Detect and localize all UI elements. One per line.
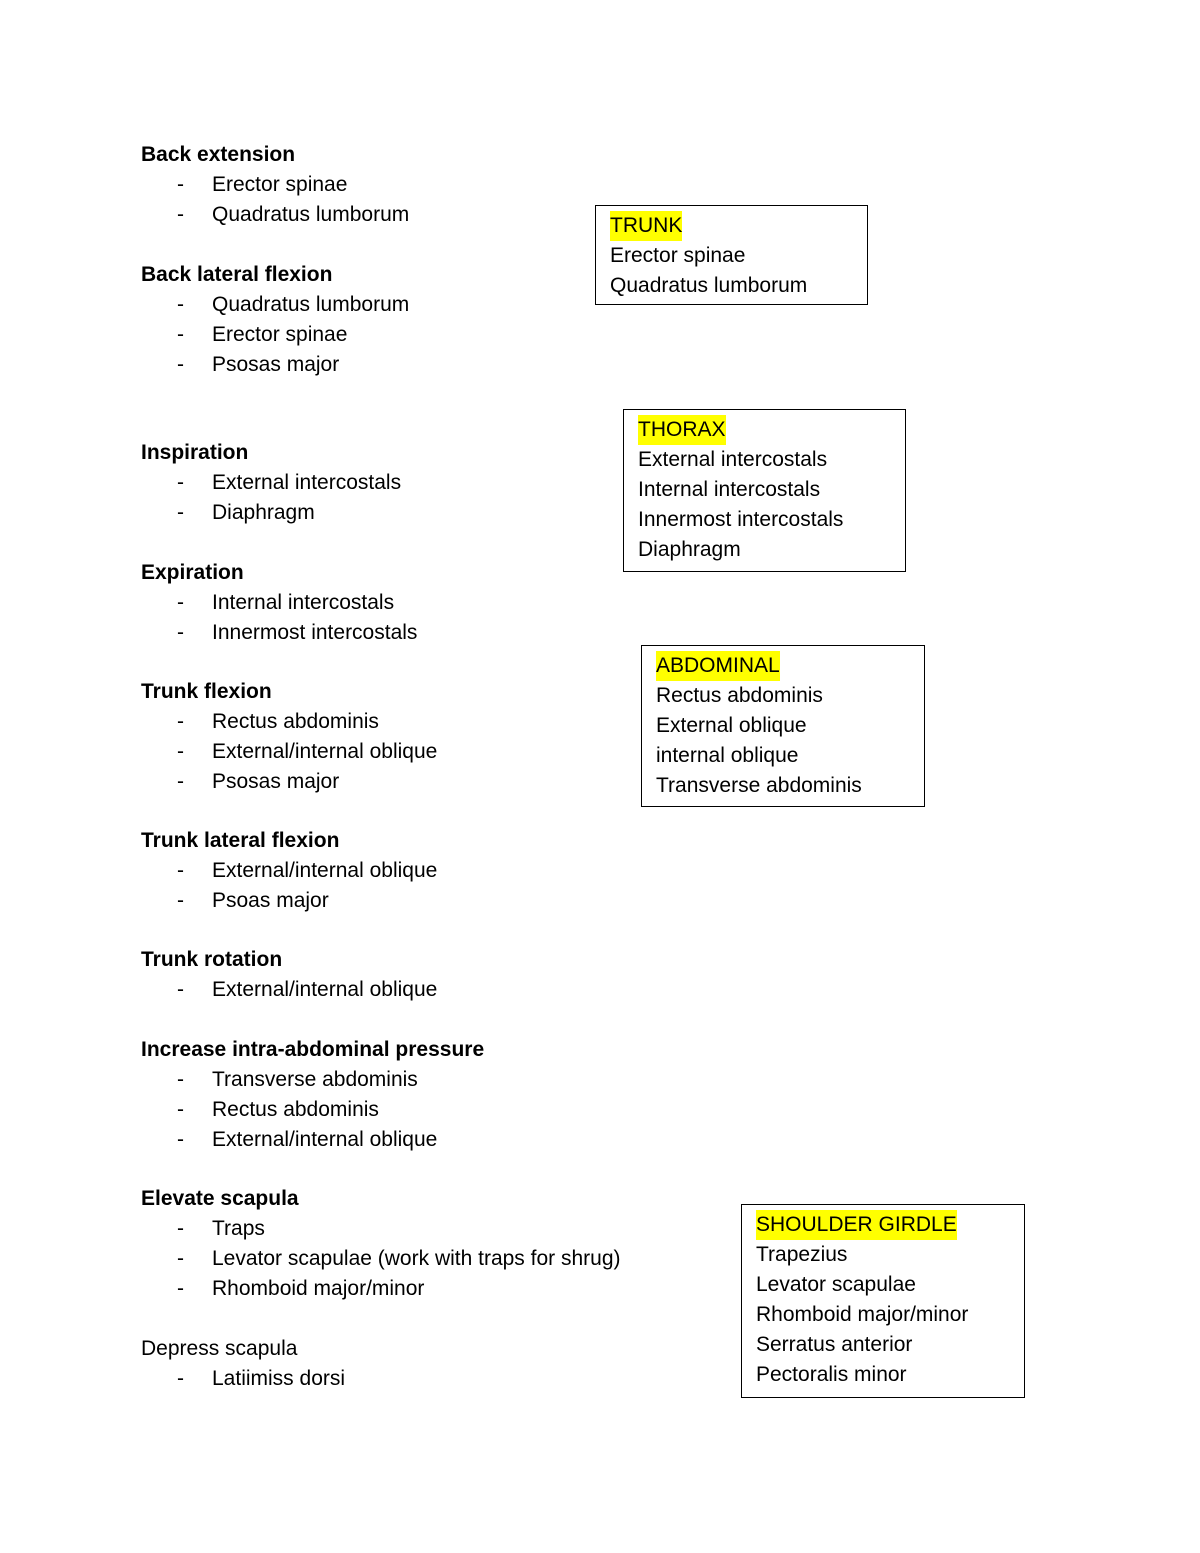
list-item: - Quadratus lumborum xyxy=(177,293,410,316)
section-heading: Back lateral flexion xyxy=(141,263,333,286)
box-title: THORAX xyxy=(638,415,726,445)
box-title: SHOULDER GIRDLE xyxy=(756,1210,957,1240)
box-item: Diaphragm xyxy=(638,538,741,561)
box-item: Transverse abdominis xyxy=(656,774,862,797)
list-item: - Psosas major xyxy=(177,353,340,376)
section-heading: Trunk flexion xyxy=(141,680,272,703)
box-item: Erector spinae xyxy=(610,244,746,267)
section-heading: Trunk lateral flexion xyxy=(141,829,340,852)
section-heading: Depress scapula xyxy=(141,1337,298,1360)
list-item: - Rhomboid major/minor xyxy=(177,1277,425,1300)
box-trunk xyxy=(595,205,868,305)
box-thorax xyxy=(623,409,906,572)
section-inspiration xyxy=(141,438,701,528)
list-item: - Quadratus lumborum xyxy=(177,203,410,226)
list-item: - Erector spinae xyxy=(177,323,348,346)
box-shoulder-girdle xyxy=(741,1204,1025,1398)
list-item: - Internal intercostals xyxy=(177,591,395,614)
section-elevate-scapula xyxy=(141,1184,701,1304)
list-item: - Levator scapulae (work with traps for shrug) xyxy=(177,1247,621,1270)
box-item: External intercostals xyxy=(638,448,828,471)
section-depress-scapula xyxy=(141,1334,701,1394)
list-item: - Rectus abdominis xyxy=(177,710,379,733)
section-trunk-lateral-flexion xyxy=(141,826,701,916)
list-item: - External/internal oblique xyxy=(177,740,438,763)
list-item: - Erector spinae xyxy=(177,173,348,196)
list-item: - Rectus abdominis xyxy=(177,1098,379,1121)
box-item: Innermost intercostals xyxy=(638,508,844,531)
box-item: Levator scapulae xyxy=(756,1273,916,1296)
list-item: - Psoas major xyxy=(177,889,329,912)
box-abdominal xyxy=(641,645,925,807)
section-heading: Elevate scapula xyxy=(141,1187,299,1210)
section-intra-abdominal-pressure xyxy=(141,1035,701,1155)
box-item: Internal intercostals xyxy=(638,478,821,501)
section-trunk-flexion xyxy=(141,677,701,797)
section-heading: Trunk rotation xyxy=(141,948,283,971)
box-title: TRUNK xyxy=(610,211,682,241)
section-trunk-rotation xyxy=(141,945,701,1005)
list-item: - Latiimiss dorsi xyxy=(177,1367,346,1390)
section-expiration xyxy=(141,558,701,648)
box-item: Pectoralis minor xyxy=(756,1363,907,1386)
list-item: - Psosas major xyxy=(177,770,340,793)
list-item: - External/internal oblique xyxy=(177,978,438,1001)
box-item: Quadratus lumborum xyxy=(610,274,808,297)
box-title: ABDOMINAL xyxy=(656,651,780,681)
box-item: Serratus anterior xyxy=(756,1333,913,1356)
list-item: - External/internal oblique xyxy=(177,1128,438,1151)
list-item: - External intercostals xyxy=(177,471,402,494)
box-item: Trapezius xyxy=(756,1243,848,1266)
list-item: - External/internal oblique xyxy=(177,859,438,882)
box-item: Rectus abdominis xyxy=(656,684,823,707)
section-heading: Expiration xyxy=(141,561,244,584)
section-heading: Inspiration xyxy=(141,441,249,464)
section-heading: Back extension xyxy=(141,143,296,166)
list-item: - Traps xyxy=(177,1217,265,1240)
box-item: Rhomboid major/minor xyxy=(756,1303,969,1326)
section-heading: Increase intra-abdominal pressure xyxy=(141,1038,485,1061)
list-item: - Diaphragm xyxy=(177,501,315,524)
box-item: External oblique xyxy=(656,714,807,737)
box-item: internal oblique xyxy=(656,744,799,767)
list-item: - Transverse abdominis xyxy=(177,1068,418,1091)
list-item: - Innermost intercostals xyxy=(177,621,418,644)
